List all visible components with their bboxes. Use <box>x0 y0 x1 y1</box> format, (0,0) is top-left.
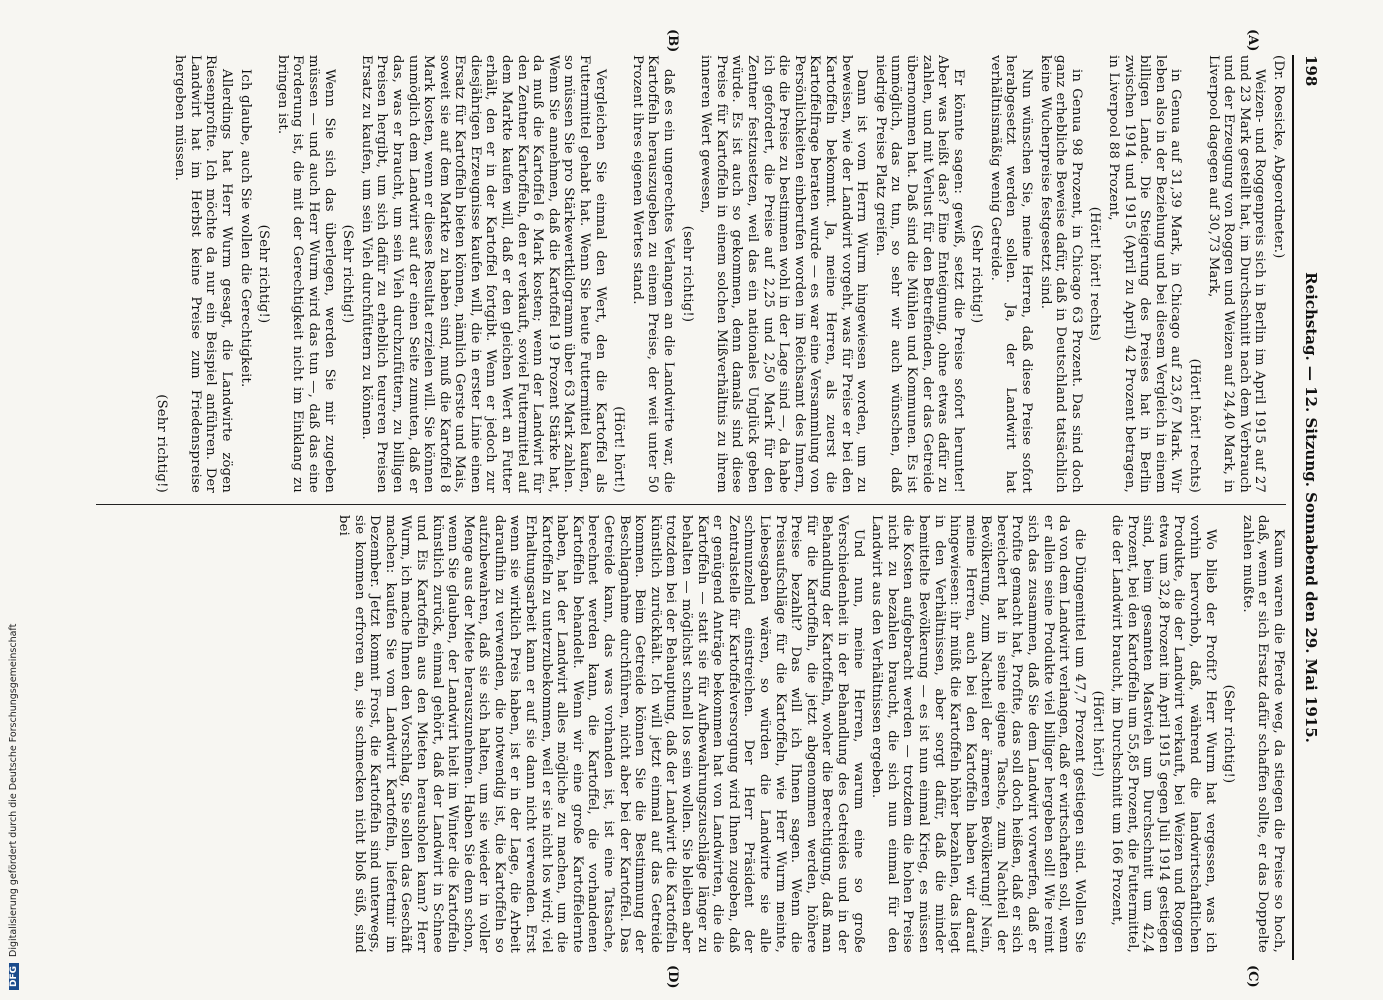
paragraph: Wenn Sie sich das überlegen, werden Sie mir zugeben müssen — und auch Herr Wurm wird das tun —, daß das eine Forderung ist, die mit der Gerechtigkeit nicht im Einklang zu bringen ist. <box>274 55 337 493</box>
interjection: (Sehr richtig!) <box>340 224 356 324</box>
paragraph: Ich glaube, auch Sie wollen die Gerechtigkeit. <box>237 69 253 388</box>
paragraph: daß es ein ungerechtes Verlangen an die Landwirte war, die Kartoffeln herauszugeben zu einem Preise, der weit unter 50 Prozent ihres eigenen Wertes stand. <box>629 55 677 493</box>
interjection: (Sehr richtig!) <box>1221 684 1237 784</box>
margin-mark-c: (C) <box>1245 965 1260 988</box>
page-number: 198 <box>1302 55 1320 87</box>
right-text-column <box>96 515 1286 953</box>
header-rule <box>1292 55 1294 960</box>
speaker-line: (Dr. Roesicke, Abgeordneter.) <box>1271 55 1286 259</box>
interjection: (Hört! hört!) <box>1090 690 1106 778</box>
credit-line <box>8 0 24 990</box>
left-text-column <box>96 55 1286 493</box>
dfg-logo: DFG <box>9 963 19 990</box>
paragraph: in Genua auf 31,39 Mark, in Chicago auf 23,67 Mark. Wir leben also in der Beziehung und bei diesem Vergleich in einem billigen Lande. Die Steigerung des Preises hat in Berlin zwischen 1914 und 1915 (April zu April) 42 Prozent betragen, in Liverpool 88 Prozent, <box>1106 55 1184 493</box>
paragraph: Er könnte sagen: gewiß, setzt die Preise sofort herunter! Aber was heißt das? Eine Enteignung, ohne etwas dafür zu zahlen, und mit Verlust für den Betreffenden, der das Getreide übernommen hat. Daß sind die Mühlen und Kommunen. Es ist unmöglich, das zu tun, so sehr wir auch wünschen, daß niedrige Preise Platz greifen. <box>872 55 966 493</box>
paragraph: die Düngemittel um 47,7 Prozent gestiegen sind. Wollen Sie da von dem Landwirt verlangen, daß er wirtschaften soll, wenn er allein seine Produkte viel billiger hergeben soll! Wie reimt sich das zusammen, daß Sie dem Landwirt vorwerfen, daß er Profite gemacht hat, Profite, das soll doch heißen, daß er sich bereichert hat in seine eigene Tasche, zum Nachteil der Bevölkerung, zum Nachteil der ärmeren Bevölkerung! Nein, meine Herren, auch bei den Kartoffeln haben wir darauf hingewiesen: ihr müßt die Kartoffeln höher bezahlen, das liegt in den Verhältnissen, aber sorgt dafür, daß die minder bemittelte Bevölkerung — es ist nun einmal Krieg, es müssen die Kosten aufgebracht werden — trotzdem die hohen Preise nicht zu bezahlen braucht, die sich nun einmal für den Landwirt aus den Verhältnissen ergeben. <box>869 515 1087 953</box>
paragraph: Nun wünschen Sie, meine Herren, daß diese Preise sofort herabgesetzt werden sollen. Ja, der Landwirt hat verhältnismäßig wenig Getreide. <box>987 55 1035 493</box>
credit-text: Digitalisierung gefördert durch die Deutsche Forschungsgemeinschaft <box>8 623 19 957</box>
rotated-document-page <box>80 29 1320 989</box>
interjection: (sehr richtig!) <box>679 225 695 323</box>
paragraph: Kaum waren die Pferde weg, da stiegen die Preise so hoch, daß, wenn er sich Ersatz dafür schaffen sollte, er das Doppelte zahlen mußte. <box>1239 515 1286 953</box>
margin-mark-a: (A) <box>1245 29 1260 52</box>
margin-mark-d: (D) <box>665 965 680 989</box>
header-title: Reichstag. — 12. Sitzung. Sonnabend den 29. Mai 1915. <box>1302 272 1320 743</box>
paragraph: Allerdings hat Herr Wurm gesagt, die Landwirte zögen Riesenprofite. Ich möchte da nur ein Beispiel anführen. Der Landwirt hat im Herbst keine Preise zum Friedenspreise hergeben müssen. <box>172 55 234 493</box>
interjection: (Sehr richtig!) <box>153 394 169 493</box>
paragraph: in Genua 98 Prozent, in Chicago 63 Prozent. Das sind doch ganz erhebliche Beweise dafür, daß in Deutschland tatsächlich keine Wucherpreise festgesetzt sind. <box>1037 55 1084 493</box>
running-header <box>1296 55 1320 960</box>
column-divider <box>96 504 1286 505</box>
paragraph: Vergleichen Sie einmal den Wert, den die Kartoffel als Futtermittel gehabt hat. Wenn Sie heute Futtermittel kaufen, so müssen Sie pro Stärkewertkilogramm über 63 Mark zahlen. Wenn Sie annehmen, daß die Kartoffel 19 Prozent Stärke hat, da muß die Kartoffel 6 Mark kosten; wenn der Landwirt für den Zentner Kartoffeln, den er verkauft, soviel Futtermittel auf dem Markte kaufen will, daß er den gleichen Wert an Futter erhält, den er in der Kartoffel fortgibt. Wenn er jedoch zur diesjährigen Erzeugnisse kaufen will, die in erster Linie einen Ersatz für Kartoffeln bieten können, nämlich Gerste und Mais, soweit sie auf dem Markte zu haben sind, muß die Kartoffel 8 Mark kosten, wenn er dieses Resultat erzielen will. Sie können unmöglich dem Landwirt auf der einen Seite zumuten, daß er das, was er braucht, um sein Vieh durchzufüttern, zu billigen Preisen hergibt, um sich dafür zu erheblich teureren Preisen Ersatz zu kaufen, um sein Vieh durchfüttern zu können. <box>358 55 608 493</box>
margin-mark-b: (B) <box>665 29 680 53</box>
digitization-credit <box>8 0 24 1000</box>
interjection: (Hört! hört! rechts) <box>1187 358 1203 493</box>
interjection: (Hört! hört!) <box>611 406 627 493</box>
interjection: (Sehr richtig!) <box>256 224 272 324</box>
interjection: (Sehr richtig!) <box>969 224 985 324</box>
paragraph: Weizen- und Roggenpreis sich in Berlin im April 1915 auf 27 und 23 Mark gestellt hat, im Durchschnitt nach dem Verbrauch und der Erzeugung von Roggen und Weizen auf 24,40 Mark, in Liverpool dagegen auf 30,73 Mark, <box>1205 55 1268 493</box>
paragraph: Und nun, meine Herren, warum eine so große Verschiedenheit in der Behandlung des Getreides und in der Behandlung der Kartoffeln, woher die Berechtigung, daß man für die Kartoffeln, die jetzt abgenommen werden, höhere Preise bezahlt? Das will ich Ihnen sagen. Wenn die Preisaufschläge für die Kartoffeln, wie Herr Wurm meinte, Liebesgaben wären, so würden die Landwirte sie alle schmunzelnd einstreichen. Der Herr Präsident der Zentralstelle für Kartoffelversorgung wird Ihnen zugeben, daß er genügend Anträge bekommen hat von Landwirten, die die Kartoffeln — statt sie für Aufbewahrungszuschläge länger zu behalten — möglichst schnell los sein wollen. Sie bleiben aber trotzdem bei der Behauptung, daß der Landwirt die Kartoffeln künstlich zurückhält. Ich will jetzt einmal auf das Getreide kommen. Beim Getreide können Sie die Bestimmung der Beschlagnahme durchführen, nicht aber bei der Kartoffel. Das Getreide kann, das was vorhanden ist, ist eine Tatsache, berechnet werden kann, die Kartoffel, die vorhandenen Kartoffeln behandelt. Wenn wir eine große Kartoffelernte haben, hat der Landwirt alles mögliche zu machen, um die Kartoffeln zu unterzubekommen, weil er sie nicht los wird; viel Erhaltungsarbeit kann er auf sie dann nicht verwenden. Erst wenn sie wirklich Preis haben, ist er in der Lage, die Arbeit daraufhin zu verwenden, die notwendig ist, die Kartoffeln so aufzubewahren, daß sie sich halten, um sie wieder in voller Menge aus der Miete herauszunehmen. Haben Sie denn schon, wenn Sie glauben, der Landwirt hielt im Winter die Kartoffeln künstlich zurück, einmal gehört, daß der Landwirt in Schnee und Eis Kartoffeln aus den Mieten herausholen kann? Herr Wurm, ich mache Ihnen den Vorschlag, Sie sollen das Geschäft machen: kaufen Sie vom Landwirt Kartoffeln, liefertmir im Dezember. Jetzt kommt Frost, die Kartoffeln sind unterwegs, sie kommen erfroren an, sie schmecken nicht bloß süß, sind bei <box>335 515 866 953</box>
interjection: (Hört! hört! rechts) <box>1087 206 1103 342</box>
paragraph: Wo blieb der Profit? Herr Wurm hat vergessen, was ich vorhin hervorhob, daß, während die landwirtschaftlichen Produkte, die der Landwirt verkauft, bei Weizen und Roggen etwa um 32,8 Prozent im April 1915 gegen Juli 1914 gestiegen sind, beim gesamten Mastvieh um Durchschnitt um 42,4 Prozent, bei den Kartoffeln um 55,85 Prozent, die Futtermittel, die der Landwirt braucht, im Durchschnitt um 166 Prozent, <box>1109 515 1218 953</box>
paragraph: Dann ist vom Herrn Wurm hingewiesen worden, um zu beweisen, wie der Landwirt vorgeht, was für Preise er bei den Kartoffeln bekommt. Ja, meine Herren, als zuerst die Kartoffelfrage beraten wurde — es war eine Versammlung von Persönlichkeiten einberufen worden im Reichsamt des Innern, die die Preise zu bestimmen wohl in der Lage sind —, da habe ich gefordert, die Preise auf 2,25 und 2,50 Mark für den Zentner festzusetzen, weil das ein nationales Unglück geben würde. Es ist auch so gekommen, denn damals sind diese Preise für Kartoffeln in einem solchen Mißverhältnis zu ihrem inneren Wert gewesen, <box>698 55 870 493</box>
